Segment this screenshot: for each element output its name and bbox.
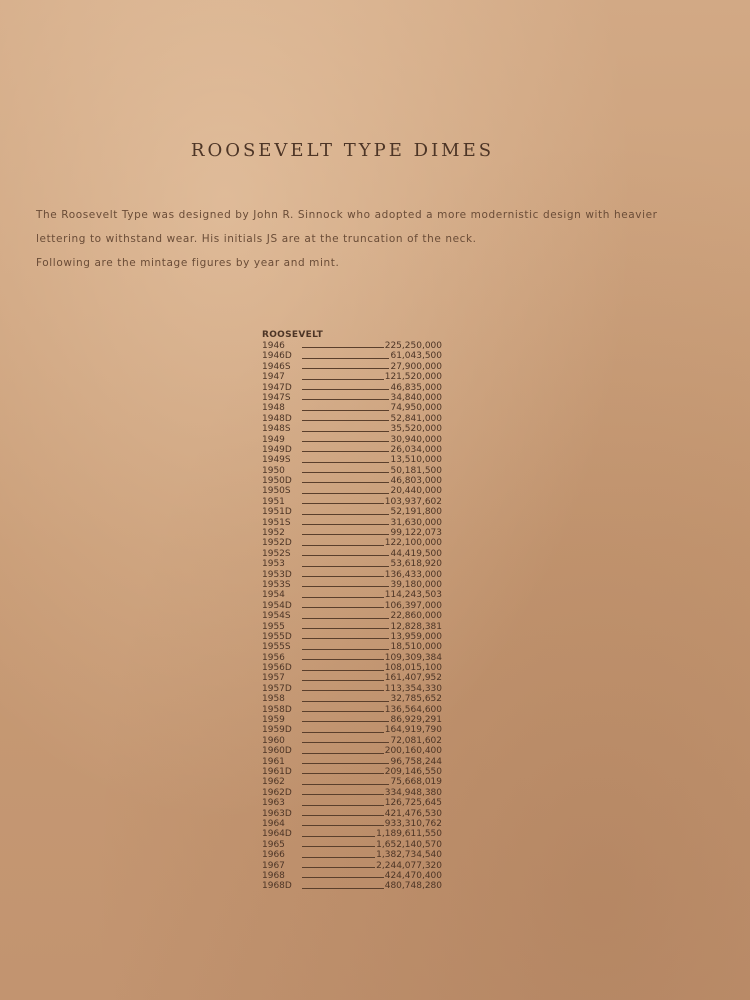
mintage-amount: 52,841,000 <box>390 413 442 424</box>
leader-line <box>302 690 384 691</box>
leader-line <box>302 555 389 556</box>
mintage-amount: 18,510,000 <box>390 642 442 653</box>
mintage-year: 1968 <box>262 870 285 881</box>
table-row <box>262 746 442 756</box>
mintage-amount: 32,785,652 <box>390 694 442 705</box>
table-row <box>262 611 442 621</box>
mintage-year: 1947 <box>262 372 285 383</box>
mintage-year: 1959 <box>262 715 285 726</box>
mintage-amount: 31,630,000 <box>390 517 442 528</box>
mintage-year: 1968D <box>262 881 292 892</box>
table-row <box>262 632 442 642</box>
page-title: ROOSEVELT TYPE DIMES <box>190 140 495 161</box>
table-row <box>262 383 442 393</box>
leader-line <box>302 503 384 504</box>
table-row <box>262 757 442 767</box>
mintage-amount: 164,919,790 <box>384 725 442 736</box>
mintage-amount: 161,407,952 <box>384 673 442 684</box>
table-row <box>262 580 442 590</box>
mintage-year: 1954S <box>262 611 291 622</box>
leader-line <box>302 379 384 380</box>
leader-line <box>302 753 384 754</box>
table-row <box>262 840 442 850</box>
leader-line <box>302 649 389 650</box>
mintage-year: 1953S <box>262 579 291 590</box>
mintage-amount: 75,668,019 <box>390 777 442 788</box>
mintage-year: 1947S <box>262 392 291 403</box>
mintage-amount: 86,929,291 <box>390 715 442 726</box>
mintage-amount: 136,433,000 <box>384 569 442 580</box>
table-row <box>262 829 442 839</box>
table-row <box>262 455 442 465</box>
leader-line <box>302 773 384 774</box>
mintage-amount: 480,748,280 <box>384 881 442 892</box>
mintage-amount: 1,382,734,540 <box>376 850 442 861</box>
leader-line <box>302 462 389 463</box>
table-row <box>262 777 442 787</box>
mintage-amount: 22,860,000 <box>390 611 442 622</box>
mintage-year: 1955 <box>262 621 285 632</box>
table-row <box>262 393 442 403</box>
leader-line <box>302 368 389 369</box>
mintage-amount: 20,440,000 <box>390 486 442 497</box>
mintage-amount: 13,510,000 <box>390 455 442 466</box>
table-row <box>262 549 442 559</box>
mintage-amount: 39,180,000 <box>390 579 442 590</box>
mintage-year: 1953D <box>262 569 292 580</box>
leader-line <box>302 514 389 515</box>
mintage-year: 1957D <box>262 683 292 694</box>
leader-line <box>302 711 384 712</box>
mintage-year: 1952S <box>262 548 291 559</box>
mintage-year: 1947D <box>262 382 292 393</box>
leader-line <box>302 815 384 816</box>
leader-line <box>302 451 389 452</box>
mintage-year: 1950D <box>262 476 292 487</box>
table-row <box>262 705 442 715</box>
table-row <box>262 362 442 372</box>
mintage-amount: 334,948,380 <box>384 787 442 798</box>
leader-line <box>302 431 389 432</box>
mintage-year: 1950S <box>262 486 291 497</box>
leader-line <box>302 420 389 421</box>
leader-line <box>302 742 389 743</box>
mintage-year: 1961 <box>262 756 285 767</box>
table-row <box>262 622 442 632</box>
mintage-year: 1954 <box>262 590 285 601</box>
table-row <box>262 715 442 725</box>
table-row <box>262 798 442 808</box>
intro-paragraph-mintage: Following are the mintage figures by year and mint. <box>36 257 340 269</box>
mintage-year: 1946 <box>262 340 285 351</box>
leader-line <box>302 618 389 619</box>
leader-line <box>302 794 384 795</box>
mintage-year: 1960D <box>262 746 292 757</box>
mintage-table-heading: ROOSEVELT <box>262 330 324 340</box>
mintage-amount: 50,181,500 <box>390 465 442 476</box>
intro-text <box>36 203 676 275</box>
mintage-amount: 103,937,602 <box>384 496 442 507</box>
mintage-amount: 26,034,000 <box>390 444 442 455</box>
leader-line <box>302 534 389 535</box>
table-row <box>262 424 442 434</box>
mintage-year: 1948S <box>262 424 291 435</box>
table-row <box>262 788 442 798</box>
table-row <box>262 476 442 486</box>
mintage-year: 1951S <box>262 517 291 528</box>
mintage-amount: 108,015,100 <box>384 663 442 674</box>
table-row <box>262 881 442 891</box>
mintage-year: 1956 <box>262 652 285 663</box>
leader-line <box>302 670 384 671</box>
mintage-year: 1952D <box>262 538 292 549</box>
leader-line <box>302 524 389 525</box>
mintage-amount: 96,758,244 <box>390 756 442 767</box>
table-row <box>262 518 442 528</box>
table-row <box>262 694 442 704</box>
mintage-year: 1953 <box>262 559 285 570</box>
leader-line <box>302 867 375 868</box>
leader-line <box>302 680 384 681</box>
leader-line <box>302 836 375 837</box>
table-row <box>262 642 442 652</box>
leader-line <box>302 566 389 567</box>
mintage-amount: 1,189,611,550 <box>376 829 442 840</box>
leader-line <box>302 846 375 847</box>
mintage-amount: 114,243,503 <box>384 590 442 601</box>
mintage-amount: 74,950,000 <box>390 403 442 414</box>
leader-line <box>302 472 389 473</box>
table-row <box>262 507 442 517</box>
leader-line <box>302 493 389 494</box>
mintage-year: 1963D <box>262 808 292 819</box>
leader-line <box>302 482 389 483</box>
mintage-year: 1958D <box>262 704 292 715</box>
mintage-amount: 61,043,500 <box>390 351 442 362</box>
table-row <box>262 819 442 829</box>
mintage-year: 1951D <box>262 507 292 518</box>
mintage-year: 1963 <box>262 798 285 809</box>
mintage-amount: 225,250,000 <box>384 340 442 351</box>
mintage-year: 1965 <box>262 839 285 850</box>
table-row <box>262 445 442 455</box>
mintage-amount: 122,100,000 <box>384 538 442 549</box>
mintage-year: 1946S <box>262 361 291 372</box>
mintage-year: 1949D <box>262 444 292 455</box>
mintage-amount: 72,081,602 <box>390 735 442 746</box>
mintage-year: 1949 <box>262 434 285 445</box>
leader-line <box>302 805 384 806</box>
mintage-amount: 109,309,384 <box>384 652 442 663</box>
leader-line <box>302 576 384 577</box>
table-row <box>262 559 442 569</box>
table-row <box>262 351 442 361</box>
table-row <box>262 497 442 507</box>
table-row <box>262 466 442 476</box>
mintage-amount: 12,828,381 <box>390 621 442 632</box>
mintage-amount: 121,520,000 <box>384 372 442 383</box>
table-row <box>262 528 442 538</box>
mintage-year: 1964D <box>262 829 292 840</box>
leader-line <box>302 410 389 411</box>
leader-line <box>302 597 384 598</box>
mintage-amount: 99,122,073 <box>390 528 442 539</box>
mintage-year: 1948D <box>262 413 292 424</box>
table-row <box>262 684 442 694</box>
mintage-year: 1954D <box>262 600 292 611</box>
table-row <box>262 341 442 351</box>
mintage-amount: 44,419,500 <box>390 548 442 559</box>
mintage-year: 1955D <box>262 631 292 642</box>
table-row <box>262 725 442 735</box>
mintage-amount: 53,618,920 <box>390 559 442 570</box>
mintage-amount: 200,160,400 <box>384 746 442 757</box>
leader-line <box>302 441 389 442</box>
mintage-year: 1956D <box>262 663 292 674</box>
leader-line <box>302 763 389 764</box>
table-row <box>262 809 442 819</box>
leader-line <box>302 638 389 639</box>
table-row <box>262 435 442 445</box>
leader-line <box>302 825 384 826</box>
mintage-year: 1962D <box>262 787 292 798</box>
mintage-amount: 46,803,000 <box>390 476 442 487</box>
leader-line <box>302 888 384 889</box>
mintage-amount: 30,940,000 <box>390 434 442 445</box>
mintage-year: 1960 <box>262 735 285 746</box>
mintage-year: 1950 <box>262 465 285 476</box>
leader-line <box>302 347 384 348</box>
mintage-year: 1964 <box>262 818 285 829</box>
mintage-year: 1952 <box>262 528 285 539</box>
leader-line <box>302 784 389 785</box>
mintage-amount: 27,900,000 <box>390 361 442 372</box>
table-row <box>262 767 442 777</box>
table-row <box>262 736 442 746</box>
mintage-year: 1966 <box>262 850 285 861</box>
leader-line <box>302 607 384 608</box>
table-row <box>262 414 442 424</box>
leader-line <box>302 701 389 702</box>
leader-line <box>302 545 384 546</box>
leader-line <box>302 399 389 400</box>
mintage-year: 1962 <box>262 777 285 788</box>
mintage-table <box>262 329 442 892</box>
mintage-year: 1949S <box>262 455 291 466</box>
leader-line <box>302 586 389 587</box>
table-row <box>262 871 442 881</box>
table-row <box>262 674 442 684</box>
mintage-year: 1946D <box>262 351 292 362</box>
table-row <box>262 653 442 663</box>
leader-line <box>302 389 389 390</box>
leader-line <box>302 877 384 878</box>
table-row <box>262 601 442 611</box>
leader-line <box>302 358 389 359</box>
mintage-amount: 1,652,140,570 <box>376 839 442 850</box>
mintage-year: 1951 <box>262 496 285 507</box>
mintage-year: 1959D <box>262 725 292 736</box>
mintage-amount: 113,354,330 <box>384 683 442 694</box>
leader-line <box>302 721 389 722</box>
table-row <box>262 538 442 548</box>
mintage-amount: 136,564,600 <box>384 704 442 715</box>
table-row <box>262 486 442 496</box>
mintage-year: 1948 <box>262 403 285 414</box>
mintage-rows <box>262 341 442 892</box>
mintage-year: 1958 <box>262 694 285 705</box>
mintage-year: 1957 <box>262 673 285 684</box>
mintage-amount: 2,244,077,320 <box>376 860 442 871</box>
mintage-amount: 34,840,000 <box>390 392 442 403</box>
mintage-amount: 933,310,762 <box>384 818 442 829</box>
leader-line <box>302 659 384 660</box>
mintage-amount: 421,476,530 <box>384 808 442 819</box>
table-row <box>262 590 442 600</box>
mintage-amount: 126,725,645 <box>384 798 442 809</box>
table-row <box>262 861 442 871</box>
mintage-year: 1967 <box>262 860 285 871</box>
table-row <box>262 850 442 860</box>
leader-line <box>302 732 384 733</box>
table-row <box>262 663 442 673</box>
leader-line <box>302 857 375 858</box>
mintage-year: 1955S <box>262 642 291 653</box>
intro-paragraph-design: The Roosevelt Type was designed by John R. Sinnock who adopted a more modernistic design with heavier lettering to withstand wear. His initials JS are at the truncation of the neck. <box>36 209 658 245</box>
mintage-amount: 46,835,000 <box>390 382 442 393</box>
mintage-amount: 52,191,800 <box>390 507 442 518</box>
table-row <box>262 570 442 580</box>
mintage-year: 1961D <box>262 767 292 777</box>
mintage-amount: 424,470,400 <box>384 870 442 881</box>
leader-line <box>302 628 389 629</box>
table-row <box>262 403 442 413</box>
mintage-amount: 35,520,000 <box>390 424 442 435</box>
mintage-amount: 209,146,550 <box>384 767 442 777</box>
table-row <box>262 372 442 382</box>
mintage-amount: 13,959,000 <box>390 631 442 642</box>
mintage-amount: 106,397,000 <box>384 600 442 611</box>
